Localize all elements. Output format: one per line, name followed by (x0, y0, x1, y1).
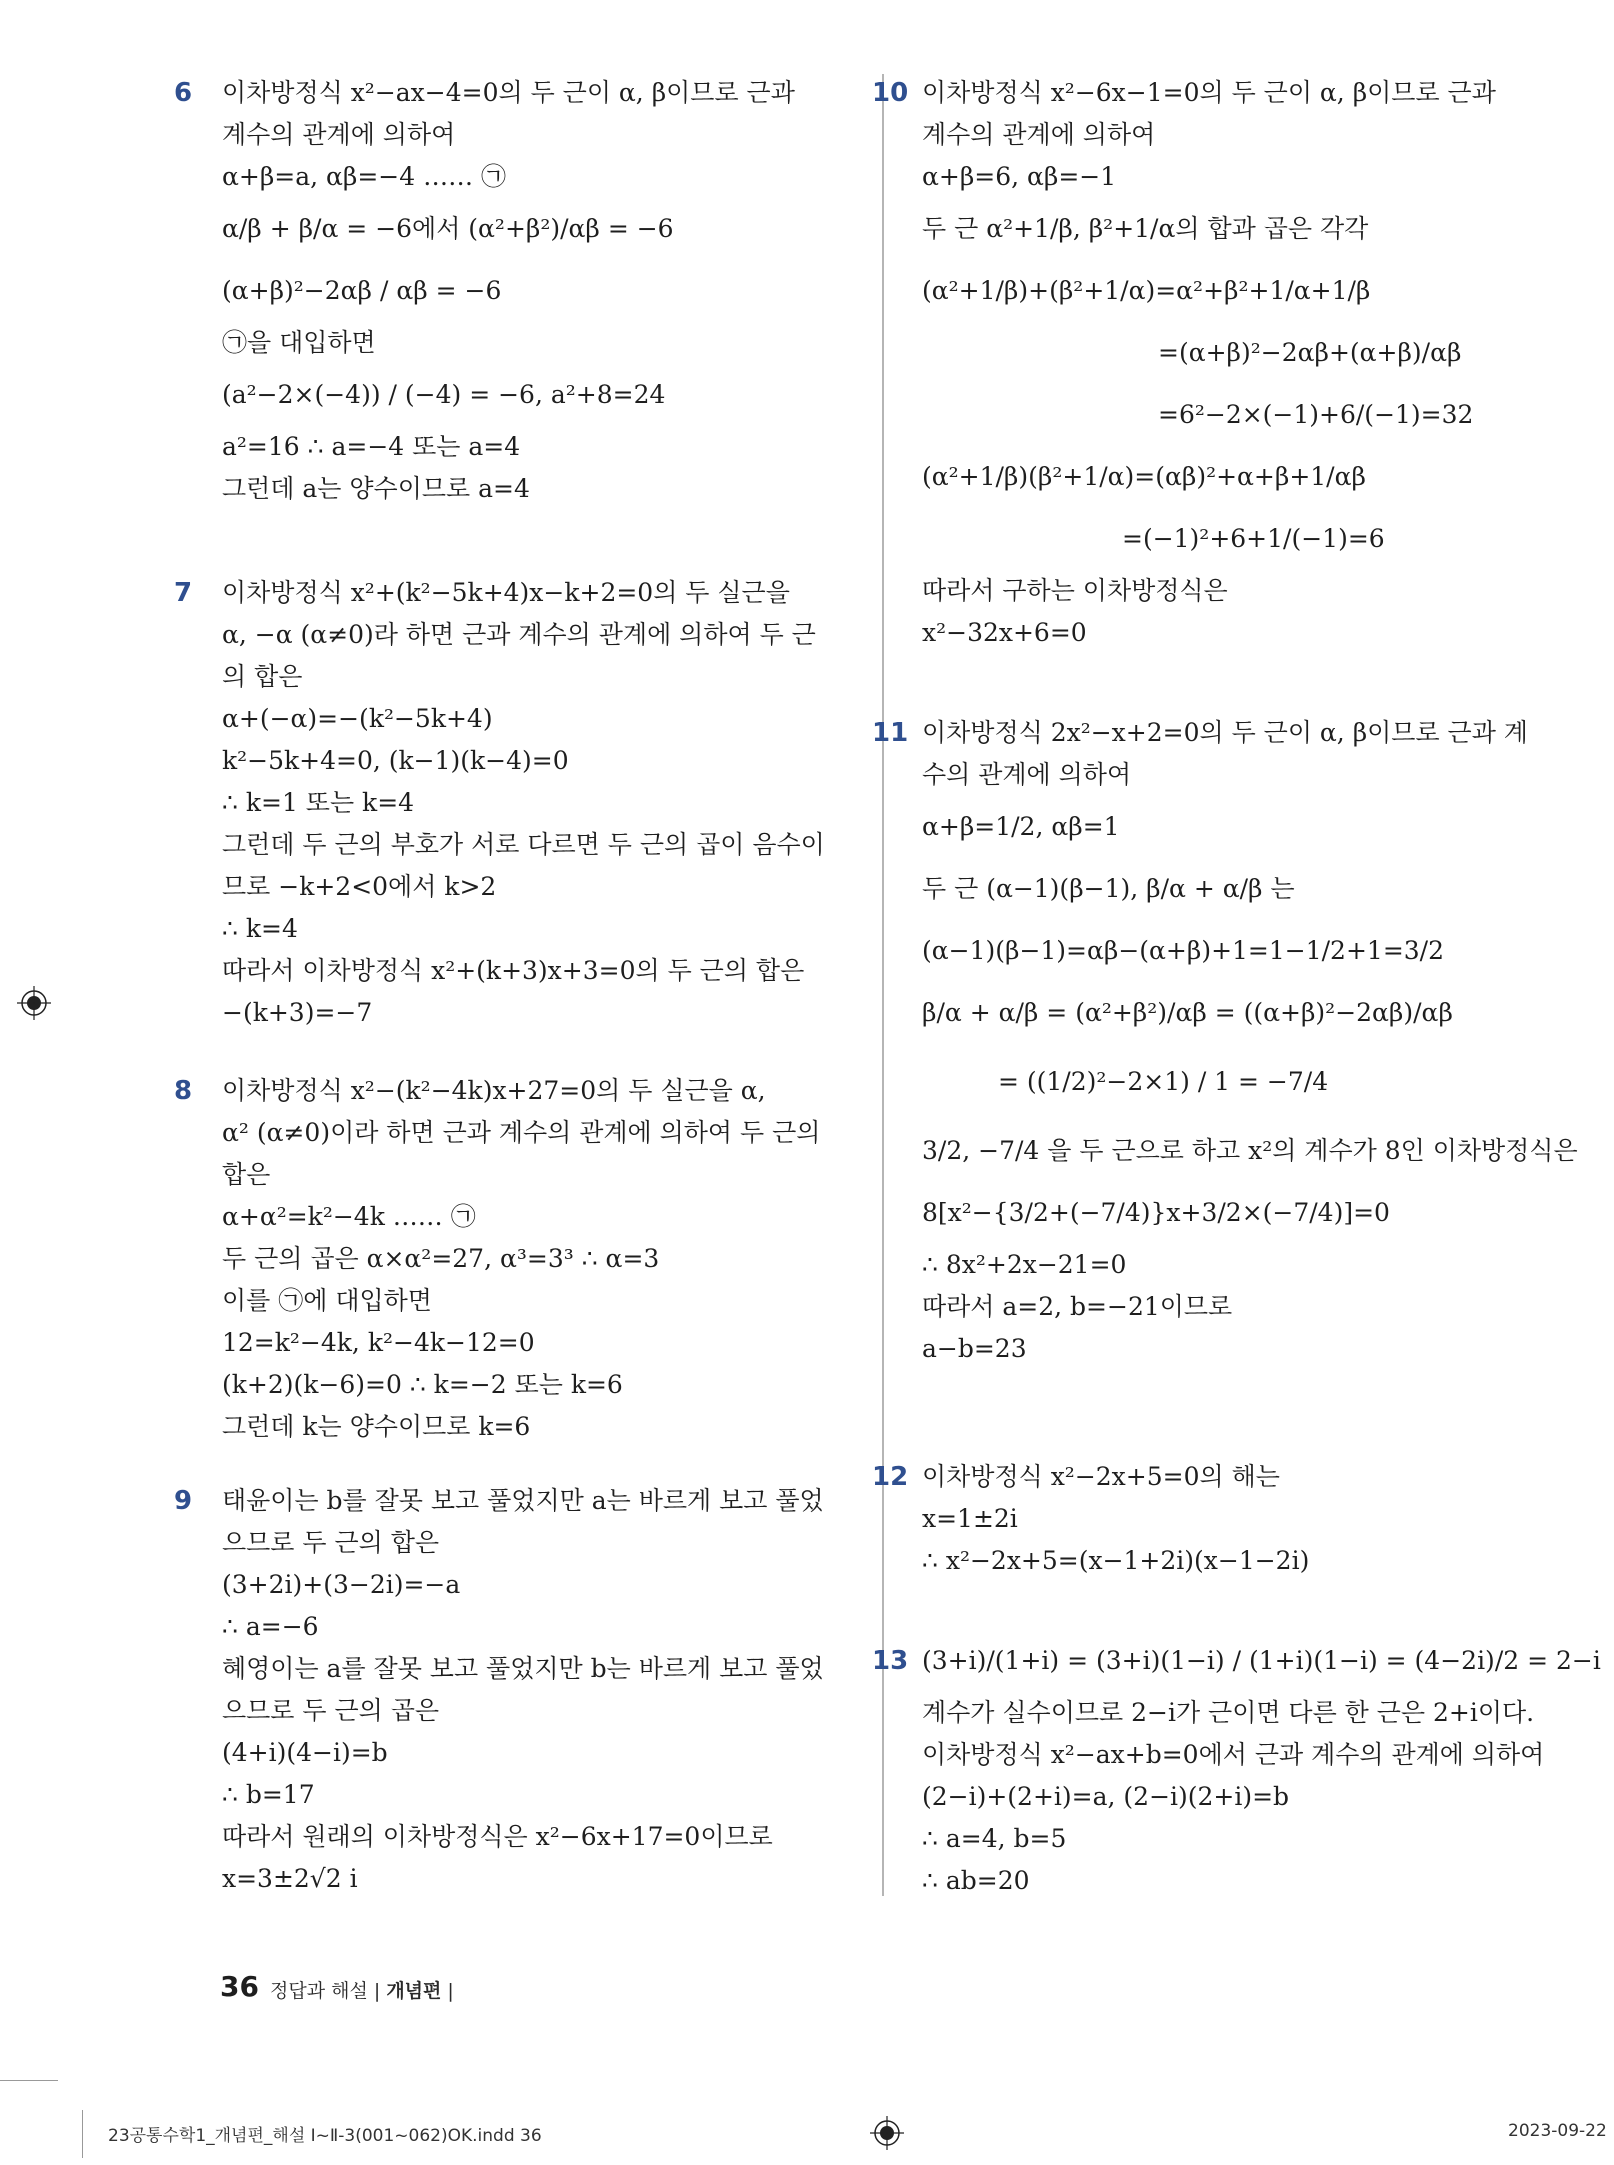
text-line: α+β=6, αβ=−1 (922, 162, 1117, 191)
text-line: (α²+1/β)(β²+1/α)=(αβ)²+α+β+1/αβ (922, 462, 1366, 491)
problem-9 (174, 1480, 852, 1900)
footer-label-bold: 개념편 (386, 1980, 442, 2002)
text-line: 이차방정식 x²−(k²−4k)x+27=0의 두 실근을 α, (222, 1076, 766, 1105)
text-line: α² (α≠0)이라 하면 근과 계수의 관계에 의하여 두 근의 (222, 1118, 821, 1147)
problem-11 (872, 712, 1578, 1370)
slug-filename: 23공통수학1_개념편_해설 Ⅰ~Ⅱ-3(001~062)OK.indd 36 (108, 2126, 542, 2146)
text-line: a−b=23 (922, 1334, 1027, 1363)
registration-mark-icon (17, 986, 51, 1020)
text-line: 태윤이는 b를 잘못 보고 풀었지만 a는 바르게 보고 풀었 (222, 1486, 824, 1515)
text-line: 따라서 a=2, b=−21이므로 (922, 1292, 1233, 1321)
text-line: 이차방정식 x²+(k²−5k+4)x−k+2=0의 두 실근을 (222, 578, 790, 607)
text-line: −(k+3)=−7 (222, 998, 373, 1027)
text-line: 그런데 k는 양수이므로 k=6 (222, 1412, 531, 1441)
text-line: 이차방정식 x²−ax+b=0에서 근과 계수의 관계에 의하여 (922, 1740, 1545, 1769)
text-line: (4+i)(4−i)=b (222, 1738, 388, 1767)
footer-label-end: | (447, 1980, 454, 2002)
slug-date: 2023-09-22 (1508, 2121, 1607, 2141)
text-line: x=1±2i (922, 1504, 1018, 1533)
text-line: ∴ 8x²+2x−21=0 (922, 1250, 1127, 1279)
text-line: β/α + α/β = (α²+β²)/αβ = ((α+β)²−2αβ)/αβ (922, 998, 1453, 1027)
crop-line (0, 2080, 58, 2081)
problem-number: 13 (872, 1646, 909, 1676)
problem-12 (872, 1456, 1562, 1582)
text-line: k²−5k+4=0, (k−1)(k−4)=0 (222, 746, 569, 775)
text-line: 수의 관계에 의하여 (922, 760, 1132, 789)
text-line: ∴ k=1 또는 k=4 (222, 788, 415, 817)
text-line: ∴ x²−2x+5=(x−1+2i)(x−1−2i) (922, 1546, 1310, 1575)
text-line: 그런데 a는 양수이므로 a=4 (222, 474, 530, 503)
column-divider (882, 74, 884, 1896)
text-line: 이차방정식 x²−2x+5=0의 해는 (922, 1462, 1280, 1491)
footer-label-text: 정답과 해설 | (270, 1980, 381, 2002)
problem-10 (872, 72, 1562, 654)
problem-13 (872, 1630, 1601, 1902)
text-line: 으므로 두 근의 합은 (222, 1528, 440, 1557)
text-line: (α−1)(β−1)=αβ−(α+β)+1=1−1/2+1=3/2 (922, 936, 1444, 965)
text-line: (k+2)(k−6)=0 ∴ k=−2 또는 k=6 (222, 1370, 623, 1399)
text-line: 3/2, −7/4 을 두 근으로 하고 x²의 계수가 8인 이차방정식은 (922, 1136, 1578, 1165)
problem-number: 10 (872, 78, 909, 108)
text-line: 계수의 관계에 의하여 (222, 120, 456, 149)
text-line: ∴ b=17 (222, 1780, 315, 1809)
text-line: 따라서 이차방정식 x²+(k+3)x+3=0의 두 근의 합은 (222, 956, 805, 985)
problem-number: 8 (174, 1076, 193, 1106)
text-line: =6²−2×(−1)+6/(−1)=32 (1158, 400, 1474, 429)
problem-8 (174, 1070, 852, 1448)
problem-number: 9 (174, 1486, 193, 1516)
problem-number: 12 (872, 1462, 909, 1492)
text-line: ∴ k=4 (222, 914, 298, 943)
text-line: =(α+β)²−2αβ+(α+β)/αβ (1158, 338, 1462, 367)
text-line: 의 합은 (222, 662, 303, 691)
text-line: ∴ ab=20 (922, 1866, 1030, 1895)
text-line: α, −α (α≠0)라 하면 근과 계수의 관계에 의하여 두 근 (222, 620, 816, 649)
text-line: 따라서 구하는 이차방정식은 (922, 576, 1228, 605)
text-line: 이차방정식 2x²−x+2=0의 두 근이 α, β이므로 근과 계 (922, 718, 1528, 747)
text-line: (3+2i)+(3−2i)=−a (222, 1570, 461, 1599)
text-line: α+(−α)=−(k²−5k+4) (222, 704, 493, 733)
footer-label (270, 1976, 454, 2003)
problem-7 (174, 572, 852, 1034)
text-line: a²=16 ∴ a=−4 또는 a=4 (222, 432, 521, 461)
text-line: α/β + β/α = −6에서 (α²+β²)/αβ = −6 (222, 214, 674, 243)
text-line: 두 근 (α−1)(β−1), β/α + α/β 는 (922, 874, 1295, 903)
problem-number: 7 (174, 578, 193, 608)
text-line: (a²−2×(−4)) / (−4) = −6, a²+8=24 (222, 380, 666, 409)
text-line: 계수의 관계에 의하여 (922, 120, 1156, 149)
text-line: = ((1/2)²−2×1) / 1 = −7/4 (998, 1067, 1329, 1096)
registration-mark-icon (870, 2116, 904, 2150)
text-line: α+β=1/2, αβ=1 (922, 812, 1120, 841)
problem-number: 11 (872, 718, 909, 748)
text-line: 으므로 두 근의 곱은 (222, 1696, 440, 1725)
text-line: ∴ a=−6 (222, 1612, 319, 1641)
text-line: 두 근의 곱은 α×α²=27, α³=3³ ∴ α=3 (222, 1244, 660, 1273)
slug-divider (82, 2110, 83, 2158)
text-line: α+α²=k²−4k …… ㉠ (222, 1202, 476, 1231)
text-line: 계수가 실수이므로 2−i가 근이면 다른 한 근은 2+i이다. (922, 1698, 1535, 1727)
text-line: 따라서 원래의 이차방정식은 x²−6x+17=0이므로 (222, 1822, 773, 1851)
text-line: 이차방정식 x²−ax−4=0의 두 근이 α, β이므로 근과 (222, 78, 795, 107)
text-line: 혜영이는 a를 잘못 보고 풀었지만 b는 바르게 보고 풀었 (222, 1654, 824, 1683)
text-line: 이차방정식 x²−6x−1=0의 두 근이 α, β이므로 근과 (922, 78, 1496, 107)
text-line: ㉠을 대입하면 (222, 328, 376, 357)
text-line: 합은 (222, 1160, 271, 1189)
text-line: 12=k²−4k, k²−4k−12=0 (222, 1328, 535, 1357)
text-line: 8[x²−{3/2+(−7/4)}x+3/2×(−7/4)]=0 (922, 1198, 1390, 1227)
text-line: 이를 ㉠에 대입하면 (222, 1286, 432, 1315)
problem-6 (174, 72, 852, 510)
text-line: (2−i)+(2+i)=a, (2−i)(2+i)=b (922, 1782, 1290, 1811)
text-line: =(−1)²+6+1/(−1)=6 (1122, 524, 1385, 553)
text-line: 그런데 두 근의 부호가 서로 다르면 두 근의 곱이 음수이 (222, 830, 825, 859)
text-line: (3+i)/(1+i) = (3+i)(1−i) / (1+i)(1−i) = (4−2i)/2 = 2−i (922, 1646, 1601, 1675)
text-line: 두 근 α²+1/β, β²+1/α의 합과 곱은 각각 (922, 214, 1369, 243)
text-line: x=3±2√2 i (222, 1864, 358, 1893)
text-line: (α+β)²−2αβ / αβ = −6 (222, 276, 502, 305)
text-line: x²−32x+6=0 (922, 618, 1087, 647)
text-line: ∴ a=4, b=5 (922, 1824, 1067, 1853)
problem-number: 6 (174, 78, 193, 108)
text-line: 므로 −k+2<0에서 k>2 (222, 872, 497, 901)
text-line: α+β=a, αβ=−4 …… ㉠ (222, 162, 507, 191)
text-line: (α²+1/β)+(β²+1/α)=α²+β²+1/α+1/β (922, 276, 1371, 305)
page-number: 36 (220, 1970, 259, 2003)
